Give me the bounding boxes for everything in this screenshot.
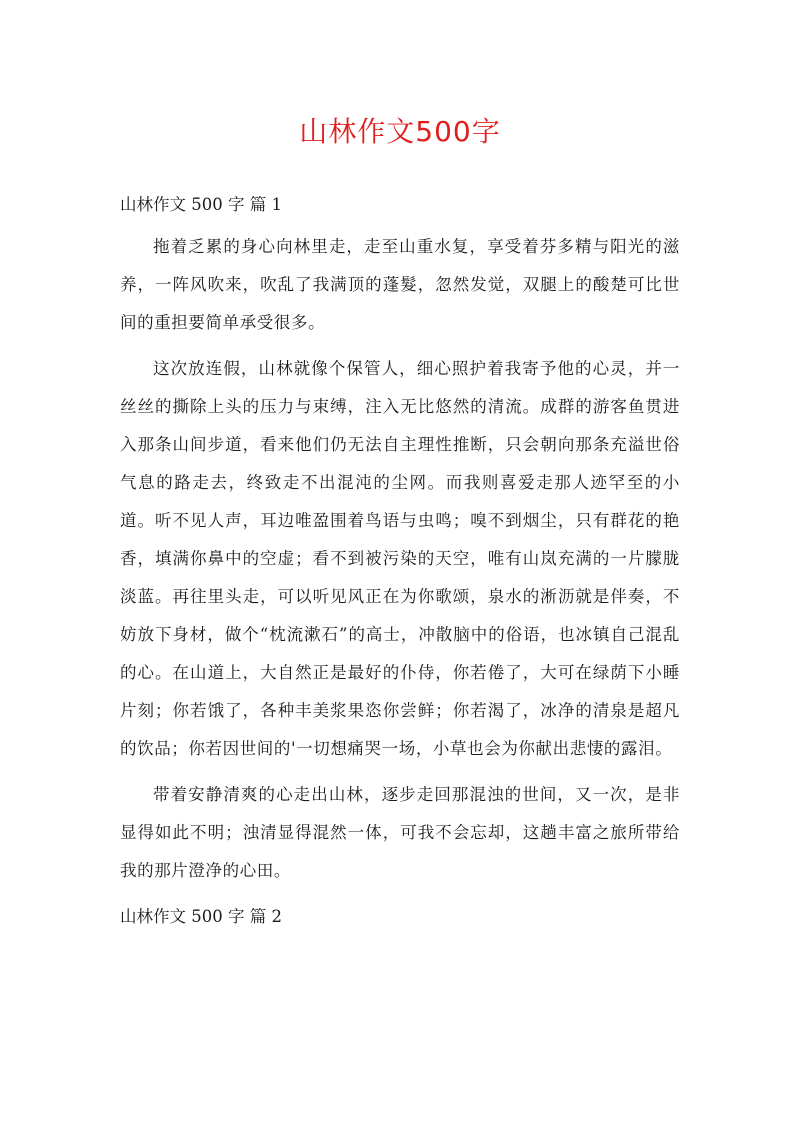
paragraph-1: 拖着乏累的身心向林里走，走至山重水复，享受着芬多精与阳光的滋养，一阵风吹来，吹乱了我满顶的蓬髮，忽然发觉，双腿上的酸楚可比世间的重担要简单承受很多。 [120, 237, 680, 332]
paragraph-2: 这次放连假，山林就像个保管人，细心照护着我寄予他的心灵，并一丝丝的撕除上头的压力与束缚，注入无比悠然的清流。成群的游客鱼贯进入那条山间步道，看来他们仍无法自主理性推断，只会朝向那条充溢世俗气息的路走去，终致走不出混沌的尘网。而我则喜爱走那人迹罕至的小道。听不见人声，耳边唯盈围着鸟语与虫鸣；嗅不到烟尘，只有群花的艳香，填满你鼻中的空虚；看不到被污染的天空，唯有山岚充满的一片朦胧淡蓝。再往里头走，可以听见风正在为你歌颂，泉水的淅沥就是伴奏，不妨放下身材，做个“枕流漱石”的高士，冲散脑中的俗语，也冰镇自己混乱的心。在山道上，大自然正是最好的仆侍，你若倦了，大可在绿荫下小睡片刻；你若饿了，各种丰美浆果恣你尝鲜；你若渴了，冰净的清泉是超凡的饮品；你若因世间的'一切想痛哭一场，小草也会为你献出悲悽的露泪。 [120, 359, 680, 758]
document-title: 山林作文500字 [299, 115, 501, 148]
paragraph-3: 带着安静清爽的心走出山林，逐步走回那混浊的世间，又一次，是非显得如此不明；浊清显得混然一体，可我不会忘却，这趟丰富之旅所带给我的那片澄净的心田。 [120, 785, 680, 880]
section-heading-2: 山林作文 500 字 篇 2 [120, 907, 282, 926]
section-heading-1: 山林作文 500 字 篇 1 [120, 195, 282, 214]
